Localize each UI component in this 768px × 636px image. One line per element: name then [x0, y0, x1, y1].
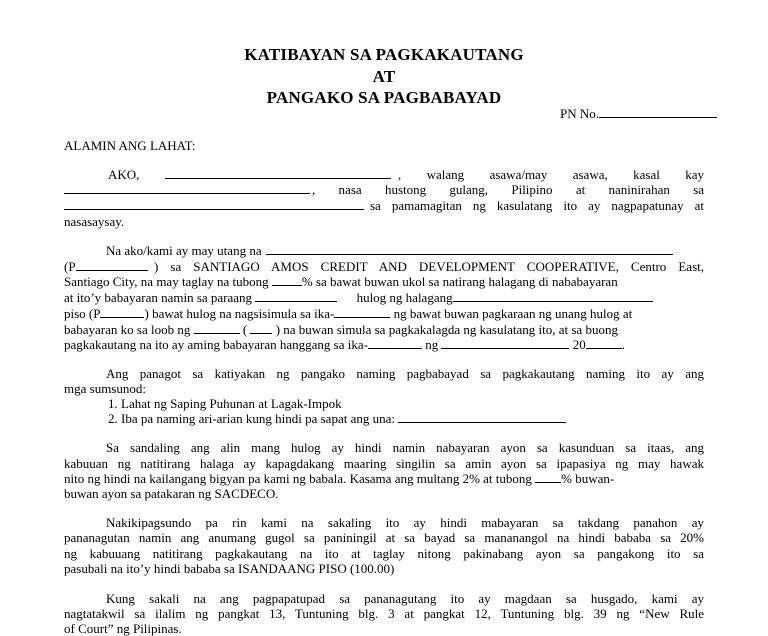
p2-final-day-blank	[368, 337, 422, 349]
p2-line4-text-b: hulog ng halagang	[356, 290, 453, 305]
p2-line2-start	[64, 259, 148, 274]
p4-line3-text-b: % buwan-	[561, 471, 615, 486]
p2-amount-blank	[76, 259, 148, 271]
p4-interest-blank	[535, 471, 561, 483]
p2-line3	[64, 274, 618, 289]
p1-line2-text: , nasa hustong gulang, Pilipino at naninirahan sa	[312, 182, 704, 197]
p3-line1-text: Ang panagot sa katiyakan ng pangako naming pagbabayad sa pagkakautang naming ito ay ang	[106, 366, 704, 381]
p4-line1-text: Sa sandaling ang alin mang hulog ay hindi namin nabayaran ayon sa kasunduan sa itaas, ang	[106, 440, 704, 455]
p2-line4-text-a: at ito’y babayaran namin sa paraang	[64, 290, 253, 305]
p2-installment-blank	[453, 290, 653, 302]
p6-line2-text: nagtatakwil sa ilalim ng pangkat 13, Tuntuning blg. 3 at pangkat 12, Tuntuning blg. 39 ng “New Rule	[64, 606, 704, 621]
p2-period: .	[621, 337, 625, 352]
pn-number	[560, 106, 717, 122]
p5-line3-text: ng kabuuang natitirang pagkakautang na ito at taglay nitong pakinabang ayon sa pangakong ito sa	[64, 546, 704, 561]
p2-year-blank	[586, 337, 622, 349]
p2-line5-text-c: ng bawat buwan pagkaraan ng unang hulog at	[393, 306, 633, 321]
p3-list-item-2	[108, 411, 566, 426]
salutation: ALAMIN ANG LAHAT:	[64, 138, 196, 153]
p2-line6-text-a: babayaran ko sa loob ng	[64, 322, 191, 337]
p2-year-prefix: 20	[572, 337, 586, 352]
p2-final-month-blank	[441, 337, 569, 349]
pn-blank	[599, 106, 717, 118]
p4-line2-text: kabuuan ng natitirang halaga ay kapagdakang maaring singilin sa amin ayon sa ipapasiya ng may hawak	[64, 456, 704, 471]
p2-peso-open: (P	[64, 259, 76, 274]
p1-line4-text: nasasaysay.	[64, 214, 125, 229]
p2-line6-text-b: ) na buwan simula sa pagkakalagda ng kasulatang ito, at sa buong	[275, 322, 618, 337]
p1-address-blank	[64, 198, 364, 210]
p1-line1-text: , walang asawa/may asawa, kasal kay	[398, 167, 704, 182]
p4-line4-text: buwan ayon sa patakaran ng SACDECO.	[64, 486, 279, 501]
pn-label: PN No.	[560, 106, 600, 121]
p2-line7-text-a: pagkakautang na ito ay aming babayaran hanggang sa ika-	[64, 337, 368, 352]
p1-line3-text: sa pamamagitan ng kasulatang ito ay nagpapatunay at	[370, 198, 704, 213]
p2-line1	[106, 243, 673, 258]
p2-line3-text-a: Santiago City, na may taglay na tubong	[64, 274, 269, 289]
p1-ako: AKO,	[108, 167, 140, 182]
p2-line6	[64, 322, 618, 337]
p3-line2-text: mga sumsunod:	[64, 381, 146, 396]
p2-line5	[64, 306, 632, 321]
p2-line5-text-b: ) bawat hulog na nagsisimula sa ika-	[144, 306, 335, 321]
p6-line3-text: of Court” ng Pilipinas.	[64, 621, 182, 636]
p6-line1-text: Kung sakali na ang pagpapatupad sa pananagutang ito ay magdaan sa husgado, kami ay	[106, 591, 704, 606]
p2-line7-text-b: ng	[425, 337, 439, 352]
p1-name-blank	[165, 167, 391, 179]
title-line-3: PANGAKO SA PAGBABAYAD	[266, 88, 502, 107]
p2-line4	[64, 290, 653, 305]
p5-line1-text: Nakikipagsundo pa rin kami na sakaling ito ay hindi mabayaran sa takdang panahon ay	[106, 515, 704, 530]
p4-line3	[64, 471, 614, 486]
p2-line5-text-a: piso (P	[64, 306, 101, 321]
p2-line2-text: ) sa SANTIAGO AMOS CREDIT AND DEVELOPMENT COOPERATIVE, Centro East,	[154, 259, 704, 274]
p2-line7	[64, 337, 625, 352]
p3-list-item-1: 1. Lahat ng Saping Puhunan at Lagak-Impok	[108, 396, 342, 411]
p3-list-item-2-text: 2. Iba pa naming ari-arian kung hindi pa sapat ang una:	[108, 411, 395, 426]
p2-payment-mode-blank	[255, 290, 337, 302]
p5-line4-text: pasubali na ito’y hindi bababa sa ISANDAANG PISO (100.00)	[64, 561, 395, 576]
p1-address-blank-line	[64, 198, 364, 213]
p2-start-day-blank	[334, 306, 390, 318]
p3-other-assets-blank	[398, 411, 566, 423]
p5-line2-text: pananagutan namin ang anumang gugol sa paniningil at sa bayad sa mananangol na hindi bababa sa 20%	[64, 530, 704, 545]
p2-paren-open: (	[242, 322, 248, 337]
p2-amount-words-blank	[266, 243, 673, 255]
title-line-1: KATIBAYAN SA PAGKAKAUTANG	[244, 45, 524, 64]
p2-months-blank	[194, 322, 240, 334]
p2-line3-text-b: % sa bawat buwan ukol sa natirang halagang di nababayaran	[301, 274, 618, 289]
p1-spouse-blank	[64, 182, 310, 194]
p2-interest-blank	[272, 274, 302, 286]
p2-line1-text: Na ako/kami ay may utang na	[106, 243, 262, 258]
p1-name-blank-line	[165, 167, 391, 182]
p1-spouse-blank-line	[64, 182, 310, 197]
p2-installment-amount-blank	[100, 306, 144, 318]
p4-line3-text-a: nito ng hindi na kailangang bigyan pa kami ng babala. Kasama ang multang 2% at tubong	[64, 471, 532, 486]
title-line-2: AT	[372, 67, 396, 86]
p2-months-num-blank	[250, 322, 272, 334]
